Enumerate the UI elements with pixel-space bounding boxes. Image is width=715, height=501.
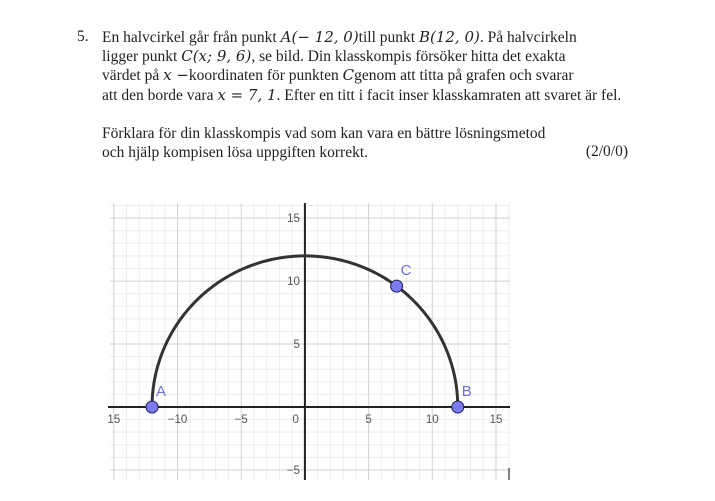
major-grid	[110, 203, 510, 480]
x-tick-label: −10	[167, 413, 188, 426]
point-b	[452, 401, 464, 413]
x-tick-label: 0	[292, 413, 299, 426]
text-segment: . På halvcirkeln	[479, 29, 577, 46]
text-segment: En halvcirkel går från punkt	[102, 29, 281, 46]
point-label: B	[461, 382, 472, 400]
y-tick-label: 5	[293, 339, 300, 352]
text-segment: att den borde vara	[102, 86, 218, 104]
text-segment: till punkt	[358, 29, 419, 46]
task-line: och hjälp kompisen lösa uppgiften korrekt.	[102, 143, 369, 161]
points	[146, 262, 472, 413]
math-expression: x = 7, 1	[217, 85, 277, 104]
text-segment: koordinaten för punkten	[188, 67, 343, 85]
points-label: (2/0/0)	[585, 143, 628, 160]
minor-grid	[110, 203, 510, 480]
text-segment: värdet på	[102, 67, 164, 85]
x-tick-label: 5	[365, 413, 372, 426]
y-tick-label: −5	[286, 464, 300, 477]
point-c	[391, 280, 403, 292]
point-label: A	[156, 382, 167, 400]
x-tick-label: 15	[489, 413, 503, 426]
math-expression: x −	[163, 66, 189, 85]
text-segment: , se bild. Din klasskompis försöker hitta det exakta	[251, 48, 566, 66]
text-segment: genom att titta på grafen och svarar	[354, 67, 574, 85]
text-segment: . Efter en titt i facit inser klasskamraten att svaret är fel.	[276, 86, 622, 104]
math-expression: A(− 12, 0)	[280, 28, 359, 46]
y-tick-label: 10	[287, 276, 300, 289]
task-line: Förklara för din klasskompis vad som kan vara en bättre lösningsmetod	[102, 124, 546, 142]
problem-number: 5.	[77, 28, 89, 45]
x-tick-label: −5	[234, 413, 248, 426]
point-a	[146, 401, 158, 413]
point-label: C	[400, 262, 412, 280]
math-expression: C(x; 9, 6)	[181, 47, 252, 66]
math-expression: B(12, 0)	[418, 28, 480, 46]
y-tick-label: 15	[287, 213, 300, 226]
math-expression: C	[342, 66, 355, 85]
x-tick-label: 15	[107, 413, 121, 426]
x-tick-label: 10	[425, 413, 439, 426]
text-segment: ligger punkt	[102, 48, 182, 66]
